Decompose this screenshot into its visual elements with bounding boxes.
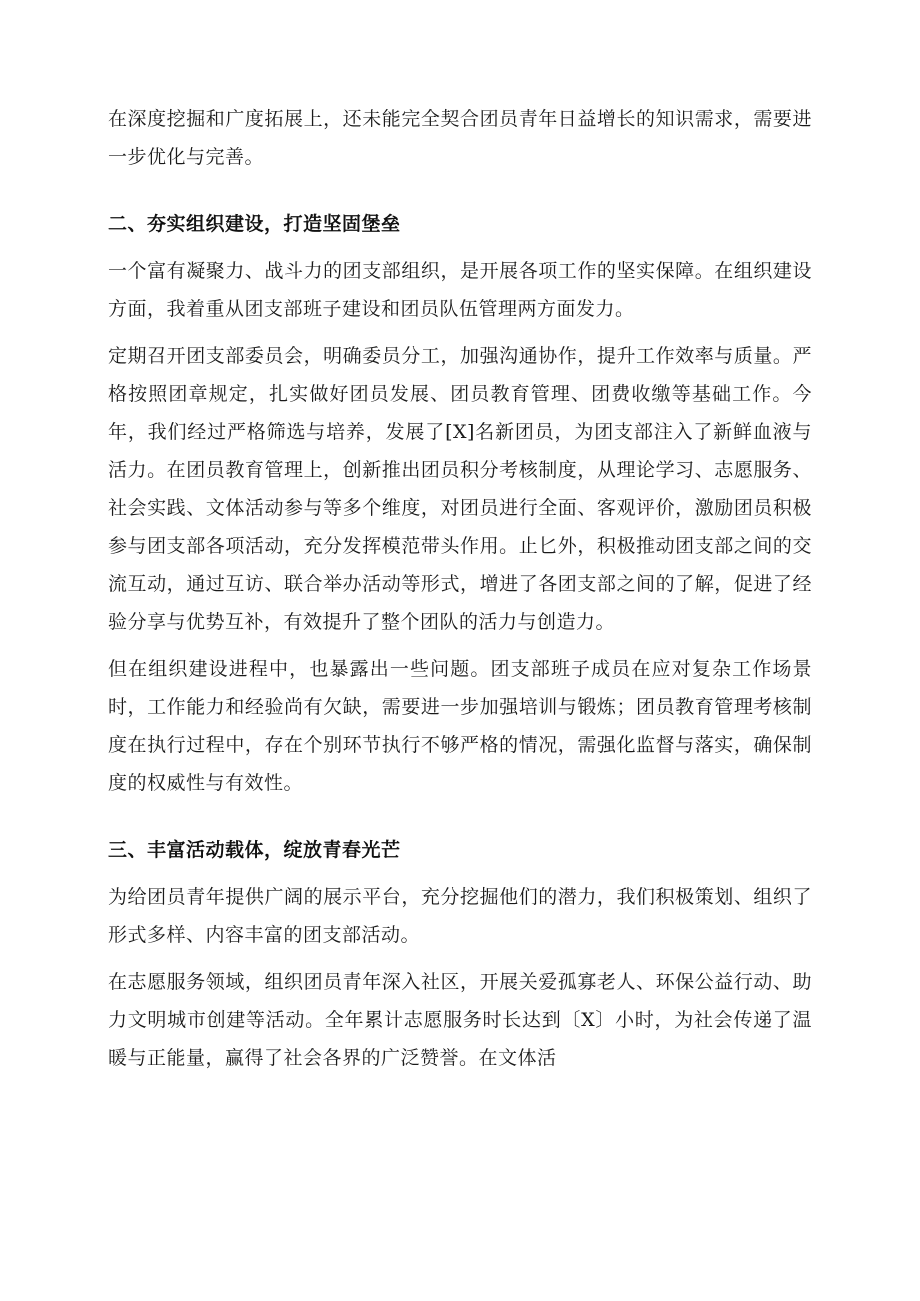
paragraph: 一个富有凝聚力、战斗力的团支部组织，是开展各项工作的坚实保障。在组织建设方面，我着重从团支部班子建设和团员队伍管理两方面发力。 bbox=[108, 260, 812, 320]
section-heading-2: 二、夯实组织建设，打造坚固堡垒 bbox=[108, 213, 401, 235]
document-body bbox=[108, 100, 812, 1086]
paragraph: 为给团员青年提供广阔的展示平台，充分挖掘他们的潜力，我们积极策划、组织了形式多样、内容丰富的团支部活动。 bbox=[108, 886, 812, 946]
paragraph: 在志愿服务领域，组织团员青年深入社区，开展关爱孤寡老人、环保公益行动、助力文明城市创建等活动。全年累计志愿服务时长达到〔X〕小时，为社会传递了温暖与正能量，赢得了社会各界的广泛赞誉。在文体活 bbox=[108, 971, 812, 1069]
paragraph: 定期召开团支部委员会，明确委员分工，加强沟通协作，提升工作效率与质量。严格按照团章规定，扎实做好团员发展、团员教育管理、团费收缴等基础工作。今年，我们经过严格筛选与培养，发展了[X]名新团员，为团支部注入了新鲜血液与活力。在团员教育管理上，创新推出团员积分考核制度，从理论学习、志愿服务、社会实践、文体活动参与等多个维度，对团员进行全面、客观评价，激励团员积极参与团支部各项活动，充分发挥模范带头作用。止匕外，积极推动团支部之间的交流互动，通过互访、联合举办活动等形式，增进了各团支部之间的了解，促进了经验分享与优势互补，有效提升了整个团队的活力与创造力。 bbox=[108, 345, 812, 633]
paragraph: 但在组织建设进程中，也暴露出一些问题。团支部班子成员在应对复杂工作场景时，工作能力和经验尚有欠缺，需要进一步加强培训与锻炼；团员教育管理考核制度在执行过程中，存在个别环节执行不够严格的情况，需强化监督与落实，确保制度的权威性与有效性。 bbox=[108, 658, 812, 794]
section-heading-3: 三、丰富活动载体，绽放青春光芒 bbox=[108, 839, 401, 861]
paragraph: 在深度挖掘和广度拓展上，还未能完全契合团员青年日益增长的知识需求，需要进一步优化与完善。 bbox=[108, 108, 812, 168]
